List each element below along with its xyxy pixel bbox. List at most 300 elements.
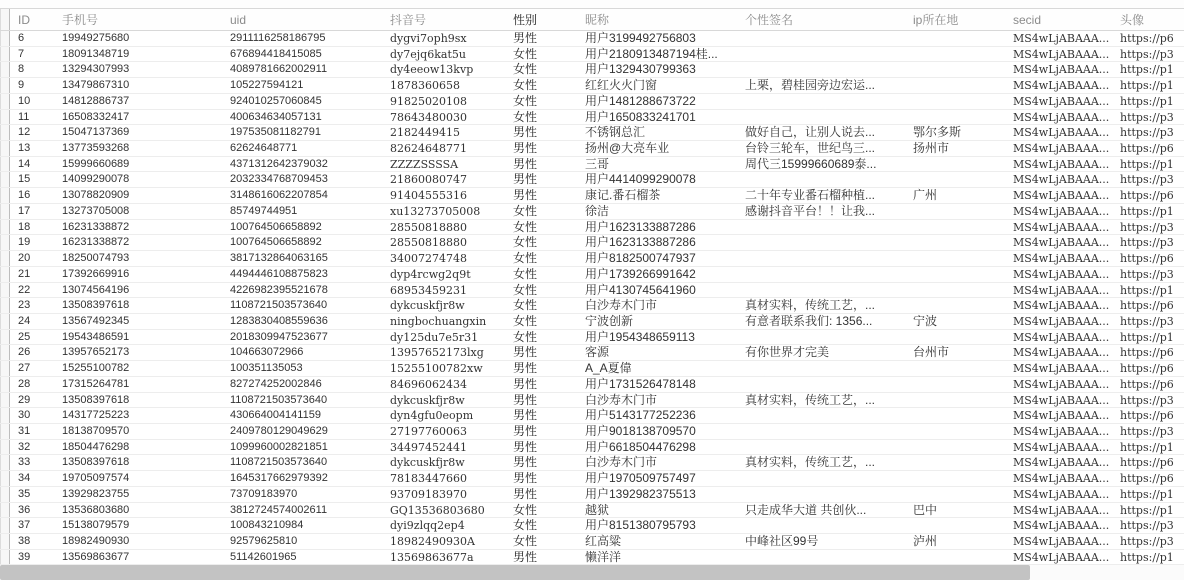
column-header-nickname[interactable]: 昵称 bbox=[585, 13, 610, 27]
cell-douyin[interactable]: ningbochuangxin bbox=[390, 314, 487, 328]
table-row[interactable] bbox=[0, 377, 1184, 393]
cell-nickname[interactable]: 扬州@大亮车业 bbox=[585, 141, 670, 156]
cell-nickname[interactable]: 用户8182500747937 bbox=[585, 251, 696, 266]
cell-uid[interactable]: 827274252002846 bbox=[230, 377, 322, 390]
table-row[interactable] bbox=[0, 141, 1184, 157]
cell-signature[interactable]: 感谢抖音平台！！让我... bbox=[745, 203, 876, 218]
cell-ip[interactable] bbox=[905, 487, 1005, 502]
cell-signature[interactable] bbox=[737, 235, 905, 250]
table-row[interactable] bbox=[0, 125, 1184, 141]
horizontal-scrollbar-thumb[interactable] bbox=[0, 565, 1030, 580]
cell-secid[interactable]: MS4wLjABAAA... bbox=[1013, 550, 1110, 564]
cell-uid[interactable]: 100764506658892 bbox=[230, 236, 322, 249]
column-header-douyin[interactable]: 抖音号 bbox=[390, 13, 427, 27]
cell-id[interactable]: 22 bbox=[18, 283, 31, 296]
table-row[interactable] bbox=[0, 503, 1184, 519]
cell-ip[interactable] bbox=[905, 251, 1005, 266]
cell-phone[interactable]: 13479867310 bbox=[62, 79, 130, 92]
cell-nickname[interactable]: 用户4414099290078 bbox=[585, 172, 696, 187]
cell-signature[interactable] bbox=[737, 440, 905, 455]
cell-signature[interactable] bbox=[737, 408, 905, 423]
cell-douyin[interactable]: 27197760063 bbox=[390, 424, 467, 438]
cell-gender[interactable]: 女性 bbox=[513, 93, 538, 108]
cell-phone[interactable]: 13536803680 bbox=[62, 503, 130, 516]
cell-douyin[interactable]: dyn4gfu0eopm bbox=[390, 409, 474, 423]
cell-douyin[interactable]: 34497452441 bbox=[390, 440, 467, 454]
row-selector-gutter[interactable] bbox=[0, 172, 10, 187]
cell-gender[interactable]: 女性 bbox=[513, 46, 538, 61]
cell-douyin[interactable]: dy125du7e5r31 bbox=[390, 330, 479, 344]
cell-uid[interactable]: 400634634057131 bbox=[230, 110, 322, 123]
cell-secid[interactable]: MS4wLjABAAA... bbox=[1013, 377, 1110, 391]
cell-nickname[interactable]: 用户8151380795793 bbox=[585, 518, 696, 533]
cell-phone[interactable]: 19543486591 bbox=[62, 330, 130, 343]
cell-gender[interactable]: 女性 bbox=[513, 518, 538, 533]
cell-nickname[interactable]: 徐洁 bbox=[585, 203, 610, 218]
cell-phone[interactable]: 13078820909 bbox=[62, 189, 130, 202]
cell-uid[interactable]: 100351135053 bbox=[230, 362, 303, 375]
cell-avatar[interactable]: https://p1 bbox=[1120, 94, 1174, 108]
cell-douyin[interactable]: dyp4rcwg2q9t bbox=[390, 267, 471, 281]
cell-signature[interactable]: 真材实料，传统工艺，... bbox=[745, 392, 876, 407]
cell-phone[interactable]: 13508397618 bbox=[62, 456, 130, 469]
cell-id[interactable]: 26 bbox=[18, 346, 31, 359]
cell-signature[interactable] bbox=[737, 47, 905, 62]
cell-avatar[interactable]: https://p3 bbox=[1120, 314, 1174, 328]
cell-signature[interactable]: 中峰社区99号 bbox=[745, 534, 819, 548]
cell-avatar[interactable]: https://p6 bbox=[1120, 299, 1174, 313]
cell-phone[interactable]: 15255100782 bbox=[62, 362, 130, 375]
cell-uid[interactable]: 105227594121 bbox=[230, 79, 304, 92]
cell-secid[interactable]: MS4wLjABAAA... bbox=[1013, 252, 1110, 266]
cell-avatar[interactable]: https://p1 bbox=[1120, 487, 1174, 501]
cell-avatar[interactable]: https://p1 bbox=[1120, 79, 1174, 93]
cell-secid[interactable]: MS4wLjABAAA... bbox=[1013, 314, 1110, 328]
cell-signature[interactable] bbox=[737, 251, 905, 266]
cell-phone[interactable]: 18982490930 bbox=[62, 535, 130, 547]
cell-avatar[interactable]: https://p3 bbox=[1120, 220, 1174, 234]
cell-uid[interactable]: 4089781662002911 bbox=[230, 63, 328, 76]
cell-signature[interactable] bbox=[737, 283, 905, 298]
row-selector-gutter[interactable] bbox=[0, 550, 10, 565]
cell-secid[interactable]: MS4wLjABAAA... bbox=[1013, 409, 1110, 423]
cell-avatar[interactable]: https://p6 bbox=[1120, 252, 1174, 266]
cell-avatar[interactable]: https://p1 bbox=[1120, 157, 1174, 171]
cell-gender[interactable]: 女性 bbox=[513, 534, 538, 548]
cell-uid[interactable]: 73709183970 bbox=[230, 487, 298, 500]
cell-signature[interactable] bbox=[737, 424, 905, 439]
cell-gender[interactable]: 男性 bbox=[513, 31, 538, 45]
cell-nickname[interactable]: 用户1739266991642 bbox=[585, 266, 696, 281]
row-selector-gutter[interactable] bbox=[0, 503, 10, 518]
cell-id[interactable]: 25 bbox=[18, 330, 31, 343]
table-row[interactable] bbox=[0, 220, 1184, 236]
cell-id[interactable]: 12 bbox=[18, 126, 31, 139]
column-header-ip[interactable]: ip所在地 bbox=[913, 13, 959, 27]
cell-nickname[interactable]: 康记.番石榴茶 bbox=[585, 188, 661, 203]
cell-ip[interactable] bbox=[905, 31, 1005, 46]
cell-uid[interactable]: 62624648771 bbox=[230, 142, 298, 155]
cell-douyin[interactable]: dyi9zlqq2ep4 bbox=[390, 519, 465, 533]
row-selector-gutter[interactable] bbox=[0, 47, 10, 62]
cell-uid[interactable]: 1108721503573640 bbox=[230, 456, 328, 469]
cell-uid[interactable]: 3817132864063165 bbox=[230, 252, 328, 265]
cell-gender[interactable]: 女性 bbox=[513, 266, 538, 281]
cell-avatar[interactable]: https://p1 bbox=[1120, 283, 1174, 297]
table-row[interactable] bbox=[0, 157, 1184, 173]
cell-signature[interactable]: 做好自己，让别人说去... bbox=[745, 125, 876, 140]
table-row[interactable] bbox=[0, 235, 1184, 251]
cell-gender[interactable]: 男性 bbox=[513, 156, 538, 171]
cell-phone[interactable]: 15047137369 bbox=[62, 126, 130, 139]
cell-avatar[interactable]: https://p1 bbox=[1120, 503, 1174, 517]
table-row[interactable] bbox=[0, 188, 1184, 204]
cell-douyin[interactable]: 91825020108 bbox=[390, 94, 467, 108]
cell-ip[interactable] bbox=[905, 298, 1005, 313]
cell-avatar[interactable]: https://p3 bbox=[1120, 173, 1174, 187]
cell-ip[interactable] bbox=[905, 518, 1005, 533]
cell-phone[interactable]: 13567492345 bbox=[62, 314, 130, 327]
cell-gender[interactable]: 男性 bbox=[513, 439, 538, 454]
table-row[interactable] bbox=[0, 518, 1184, 534]
cell-nickname[interactable]: 用户9018138709570 bbox=[585, 423, 696, 438]
cell-douyin[interactable]: 21860080747 bbox=[390, 173, 467, 187]
cell-ip[interactable] bbox=[905, 330, 1005, 345]
cell-avatar[interactable]: https://p3 bbox=[1120, 535, 1174, 548]
table-row[interactable] bbox=[0, 267, 1184, 283]
cell-signature[interactable] bbox=[737, 471, 905, 486]
cell-phone[interactable]: 13074564196 bbox=[62, 283, 130, 296]
cell-nickname[interactable]: 用户1970509757497 bbox=[585, 471, 696, 486]
cell-uid[interactable]: 3148616062207854 bbox=[230, 189, 328, 202]
cell-phone[interactable]: 14317725223 bbox=[62, 409, 130, 422]
cell-id[interactable]: 6 bbox=[18, 32, 25, 44]
cell-id[interactable]: 29 bbox=[18, 393, 31, 406]
cell-gender[interactable]: 女性 bbox=[513, 235, 538, 250]
cell-signature[interactable] bbox=[737, 62, 905, 77]
cell-id[interactable]: 20 bbox=[18, 252, 31, 265]
column-header-secid[interactable]: secid bbox=[1013, 13, 1042, 27]
cell-secid[interactable]: MS4wLjABAAA... bbox=[1013, 142, 1110, 156]
row-selector-gutter[interactable] bbox=[0, 31, 10, 46]
cell-signature[interactable] bbox=[737, 330, 905, 345]
cell-ip[interactable] bbox=[905, 424, 1005, 439]
cell-phone[interactable]: 15138079579 bbox=[62, 519, 130, 532]
cell-secid[interactable]: MS4wLjABAAA... bbox=[1013, 236, 1110, 250]
cell-ip[interactable] bbox=[905, 204, 1005, 219]
cell-avatar[interactable]: https://p3 bbox=[1120, 126, 1174, 140]
cell-gender[interactable]: 女性 bbox=[513, 298, 538, 313]
cell-id[interactable]: 9 bbox=[18, 79, 25, 92]
cell-phone[interactable]: 14812886737 bbox=[62, 94, 130, 107]
cell-phone[interactable]: 13508397618 bbox=[62, 393, 130, 406]
cell-gender[interactable]: 女性 bbox=[513, 109, 538, 124]
cell-id[interactable]: 31 bbox=[18, 424, 31, 437]
cell-gender[interactable]: 女性 bbox=[513, 78, 538, 93]
table-row[interactable] bbox=[0, 78, 1184, 94]
row-selector-gutter[interactable] bbox=[0, 408, 10, 423]
cell-uid[interactable]: 924010257060845 bbox=[230, 94, 322, 107]
cell-nickname[interactable]: 红高粱 bbox=[585, 534, 622, 548]
cell-id[interactable]: 38 bbox=[18, 535, 31, 547]
cell-avatar[interactable]: https://p6 bbox=[1120, 189, 1174, 203]
cell-nickname[interactable]: 用户1623133887286 bbox=[585, 219, 696, 234]
cell-id[interactable]: 39 bbox=[18, 550, 31, 563]
cell-douyin[interactable]: dy4eeow13kvp bbox=[390, 63, 474, 77]
cell-ip[interactable] bbox=[905, 440, 1005, 455]
cell-phone[interactable]: 13508397618 bbox=[62, 299, 130, 312]
cell-ip[interactable] bbox=[905, 157, 1005, 172]
cell-phone[interactable]: 13569863677 bbox=[62, 550, 130, 563]
cell-douyin[interactable]: dy7ejq6kat5u bbox=[390, 47, 466, 61]
cell-signature[interactable] bbox=[737, 361, 905, 376]
cell-secid[interactable]: MS4wLjABAAA... bbox=[1013, 94, 1110, 108]
cell-douyin[interactable]: 28550818880 bbox=[390, 236, 467, 250]
row-selector-gutter[interactable] bbox=[0, 314, 10, 329]
cell-id[interactable]: 7 bbox=[18, 47, 25, 60]
cell-nickname[interactable]: 用户1392982375513 bbox=[585, 486, 696, 501]
cell-signature[interactable]: 有你世界才完美 bbox=[745, 345, 830, 360]
cell-uid[interactable]: 4226982395521678 bbox=[230, 283, 328, 296]
row-selector-gutter[interactable] bbox=[0, 298, 10, 313]
cell-uid[interactable]: 2032334768709453 bbox=[230, 173, 328, 186]
cell-avatar[interactable]: https://p3 bbox=[1120, 519, 1174, 533]
table-row[interactable] bbox=[0, 172, 1184, 188]
cell-gender[interactable]: 男性 bbox=[513, 549, 538, 564]
cell-douyin[interactable]: 91404555316 bbox=[390, 189, 467, 203]
cell-uid[interactable]: 2018309947523677 bbox=[230, 330, 328, 343]
cell-secid[interactable]: MS4wLjABAAA... bbox=[1013, 63, 1110, 77]
row-selector-gutter[interactable] bbox=[0, 267, 10, 282]
cell-secid[interactable]: MS4wLjABAAA... bbox=[1013, 440, 1110, 454]
cell-avatar[interactable]: https://p3 bbox=[1120, 267, 1174, 281]
cell-secid[interactable]: MS4wLjABAAA... bbox=[1013, 519, 1110, 533]
cell-douyin[interactable]: 15255100782xw bbox=[390, 362, 483, 376]
cell-phone[interactable]: 16231338872 bbox=[62, 220, 130, 233]
table-row[interactable] bbox=[0, 47, 1184, 63]
cell-gender[interactable]: 女性 bbox=[513, 62, 538, 77]
cell-douyin[interactable]: 78183447660 bbox=[390, 472, 467, 486]
cell-nickname[interactable]: 越狱 bbox=[585, 502, 610, 517]
cell-nickname[interactable]: 用户1650833241701 bbox=[585, 109, 696, 124]
cell-uid[interactable]: 430664004141159 bbox=[230, 409, 321, 422]
cell-uid[interactable]: 1645317662979392 bbox=[230, 472, 328, 485]
cell-uid[interactable]: 197535081182791 bbox=[230, 126, 321, 139]
column-header-signature[interactable]: 个性签名 bbox=[745, 13, 794, 27]
cell-secid[interactable]: MS4wLjABAAA... bbox=[1013, 79, 1110, 93]
table-row[interactable] bbox=[0, 455, 1184, 471]
cell-douyin[interactable]: dygvi7oph9sx bbox=[390, 32, 467, 45]
cell-phone[interactable]: 16508332417 bbox=[62, 110, 130, 123]
cell-ip[interactable] bbox=[905, 62, 1005, 77]
cell-secid[interactable]: MS4wLjABAAA... bbox=[1013, 299, 1110, 313]
cell-uid[interactable]: 1283830408559636 bbox=[230, 314, 328, 327]
cell-gender[interactable]: 男性 bbox=[513, 361, 538, 376]
cell-uid[interactable]: 676894418415085 bbox=[230, 47, 322, 60]
cell-douyin[interactable]: 2182449415 bbox=[390, 126, 460, 140]
table-row[interactable] bbox=[0, 345, 1184, 361]
cell-uid[interactable]: 100843210984 bbox=[230, 519, 304, 532]
cell-douyin[interactable]: ZZZZSSSSA bbox=[390, 157, 459, 171]
cell-phone[interactable]: 17315264781 bbox=[62, 377, 130, 390]
cell-secid[interactable]: MS4wLjABAAA... bbox=[1013, 220, 1110, 234]
cell-signature[interactable]: 真材实料，传统工艺，... bbox=[745, 298, 876, 313]
cell-phone[interactable]: 13957652173 bbox=[62, 346, 130, 359]
cell-douyin[interactable]: 1878360658 bbox=[390, 79, 460, 93]
cell-gender[interactable]: 女性 bbox=[513, 313, 538, 328]
cell-avatar[interactable]: https://p1 bbox=[1120, 63, 1174, 77]
row-selector-gutter[interactable] bbox=[0, 361, 10, 376]
cell-secid[interactable]: MS4wLjABAAA... bbox=[1013, 267, 1110, 281]
cell-id[interactable]: 18 bbox=[18, 220, 31, 233]
cell-phone[interactable]: 13294307993 bbox=[62, 63, 130, 76]
cell-signature[interactable]: 有意者联系我们: 1356... bbox=[745, 313, 873, 328]
table-row[interactable] bbox=[0, 94, 1184, 110]
cell-id[interactable]: 28 bbox=[18, 377, 31, 390]
table-row[interactable] bbox=[0, 440, 1184, 456]
cell-avatar[interactable]: https://p6 bbox=[1120, 377, 1174, 391]
cell-secid[interactable]: MS4wLjABAAA... bbox=[1013, 362, 1110, 376]
table-row[interactable] bbox=[0, 424, 1184, 440]
cell-gender[interactable]: 男性 bbox=[513, 423, 538, 438]
cell-signature[interactable] bbox=[737, 172, 905, 187]
cell-signature[interactable]: 上栗，碧桂园旁边宏运... bbox=[745, 78, 876, 93]
row-selector-gutter[interactable] bbox=[0, 534, 10, 549]
cell-uid[interactable]: 4494446108875823 bbox=[230, 267, 328, 280]
cell-signature[interactable] bbox=[737, 550, 905, 565]
row-selector-gutter[interactable] bbox=[0, 377, 10, 392]
cell-secid[interactable]: MS4wLjABAAA... bbox=[1013, 456, 1110, 470]
cell-signature[interactable] bbox=[737, 31, 905, 46]
cell-ip[interactable] bbox=[905, 361, 1005, 376]
cell-douyin[interactable]: dykcuskfjr8w bbox=[390, 393, 465, 407]
cell-uid[interactable]: 1099960002821851 bbox=[230, 440, 328, 453]
cell-uid[interactable]: 3812724574002611 bbox=[230, 503, 328, 516]
table-row[interactable] bbox=[0, 534, 1184, 550]
cell-nickname[interactable]: 懒洋洋 bbox=[585, 549, 622, 564]
cell-douyin[interactable]: 13957652173lxg bbox=[390, 346, 484, 360]
cell-gender[interactable]: 女性 bbox=[513, 502, 538, 517]
header-corner-gutter[interactable] bbox=[0, 9, 10, 30]
cell-phone[interactable]: 18091348719 bbox=[62, 47, 130, 60]
cell-nickname[interactable]: 用户3199492756803 bbox=[585, 31, 696, 45]
cell-avatar[interactable]: https://p1 bbox=[1120, 440, 1174, 454]
cell-secid[interactable]: MS4wLjABAAA... bbox=[1013, 472, 1110, 486]
cell-id[interactable]: 13 bbox=[18, 142, 31, 155]
row-selector-gutter[interactable] bbox=[0, 157, 10, 172]
table-row[interactable] bbox=[0, 361, 1184, 377]
cell-signature[interactable]: 真材实料，传统工艺，... bbox=[745, 455, 876, 470]
cell-id[interactable]: 19 bbox=[18, 236, 31, 249]
cell-gender[interactable]: 女性 bbox=[513, 219, 538, 234]
table-row[interactable] bbox=[0, 251, 1184, 267]
cell-uid[interactable]: 1108721503573640 bbox=[230, 299, 328, 312]
row-selector-gutter[interactable] bbox=[0, 345, 10, 360]
cell-nickname[interactable]: A_A夏偉 bbox=[585, 361, 632, 376]
cell-avatar[interactable]: https://p6 bbox=[1120, 32, 1174, 45]
table-row[interactable] bbox=[0, 204, 1184, 220]
cell-douyin[interactable]: 82624648771 bbox=[390, 142, 467, 156]
cell-secid[interactable]: MS4wLjABAAA... bbox=[1013, 487, 1110, 501]
horizontal-scrollbar[interactable] bbox=[0, 565, 1184, 580]
cell-avatar[interactable]: https://p6 bbox=[1120, 142, 1174, 156]
cell-id[interactable]: 37 bbox=[18, 519, 31, 532]
cell-ip[interactable] bbox=[905, 550, 1005, 565]
cell-secid[interactable]: MS4wLjABAAA... bbox=[1013, 330, 1110, 344]
cell-ip[interactable]: 台州市 bbox=[913, 345, 950, 360]
cell-nickname[interactable]: 用户1954348659113 bbox=[585, 329, 695, 344]
cell-gender[interactable]: 男性 bbox=[513, 455, 538, 470]
row-selector-gutter[interactable] bbox=[0, 251, 10, 266]
cell-avatar[interactable]: https://p6 bbox=[1120, 456, 1174, 470]
cell-avatar[interactable]: https://p6 bbox=[1120, 472, 1174, 486]
cell-gender[interactable]: 男性 bbox=[513, 125, 538, 140]
cell-gender[interactable]: 男性 bbox=[513, 486, 538, 501]
row-selector-gutter[interactable] bbox=[0, 188, 10, 203]
cell-gender[interactable]: 男性 bbox=[513, 392, 538, 407]
cell-signature[interactable] bbox=[737, 220, 905, 235]
cell-gender[interactable]: 女性 bbox=[513, 329, 538, 344]
table-row[interactable] bbox=[0, 393, 1184, 409]
row-selector-gutter[interactable] bbox=[0, 110, 10, 125]
cell-secid[interactable]: MS4wLjABAAA... bbox=[1013, 157, 1110, 171]
cell-nickname[interactable]: 用户5143177252236 bbox=[585, 408, 696, 423]
cell-id[interactable]: 10 bbox=[18, 94, 31, 107]
cell-uid[interactable]: 100764506658892 bbox=[230, 220, 322, 233]
cell-ip[interactable]: 泸州 bbox=[913, 534, 938, 548]
cell-nickname[interactable]: 白沙寿木门市 bbox=[585, 298, 658, 313]
cell-id[interactable]: 8 bbox=[18, 63, 25, 76]
cell-id[interactable]: 14 bbox=[18, 157, 31, 170]
cell-secid[interactable]: MS4wLjABAAA... bbox=[1013, 393, 1110, 407]
cell-avatar[interactable]: https://p1 bbox=[1120, 550, 1174, 564]
table-row[interactable] bbox=[0, 283, 1184, 299]
cell-nickname[interactable]: 不锈钢总汇 bbox=[585, 125, 646, 140]
cell-avatar[interactable]: https://p3 bbox=[1120, 47, 1174, 61]
cell-douyin[interactable]: 28550818880 bbox=[390, 220, 467, 234]
cell-douyin[interactable]: 68953459231 bbox=[390, 283, 467, 297]
cell-gender[interactable]: 男性 bbox=[513, 141, 538, 156]
column-header-gender[interactable]: 性别 bbox=[513, 13, 538, 27]
cell-nickname[interactable]: 用户4130745641960 bbox=[585, 282, 696, 297]
cell-avatar[interactable]: https://p3 bbox=[1120, 424, 1174, 438]
cell-phone[interactable]: 13273705008 bbox=[62, 204, 130, 217]
cell-ip[interactable]: 宁波 bbox=[913, 313, 938, 328]
column-header-avatar[interactable]: 头像 bbox=[1120, 13, 1145, 27]
cell-ip[interactable] bbox=[905, 455, 1005, 470]
column-header-uid[interactable]: uid bbox=[230, 13, 247, 27]
cell-nickname[interactable]: 白沙寿木门市 bbox=[585, 392, 658, 407]
row-selector-gutter[interactable] bbox=[0, 471, 10, 486]
cell-signature[interactable] bbox=[737, 487, 905, 502]
cell-secid[interactable]: MS4wLjABAAA... bbox=[1013, 189, 1110, 203]
cell-id[interactable]: 17 bbox=[18, 204, 31, 217]
cell-nickname[interactable]: 客源 bbox=[585, 345, 610, 360]
cell-uid[interactable]: 51142601965 bbox=[230, 550, 297, 563]
cell-avatar[interactable]: https://p1 bbox=[1120, 330, 1174, 344]
table-row[interactable] bbox=[0, 408, 1184, 424]
row-selector-gutter[interactable] bbox=[0, 455, 10, 470]
row-selector-gutter[interactable] bbox=[0, 94, 10, 109]
cell-gender[interactable]: 男性 bbox=[513, 172, 538, 187]
table-row[interactable] bbox=[0, 62, 1184, 78]
cell-ip[interactable]: 扬州市 bbox=[913, 141, 950, 156]
cell-phone[interactable]: 15999660689 bbox=[62, 157, 130, 170]
row-selector-gutter[interactable] bbox=[0, 62, 10, 77]
cell-ip[interactable] bbox=[905, 471, 1005, 486]
cell-phone[interactable]: 19949275680 bbox=[62, 32, 130, 44]
row-selector-gutter[interactable] bbox=[0, 424, 10, 439]
